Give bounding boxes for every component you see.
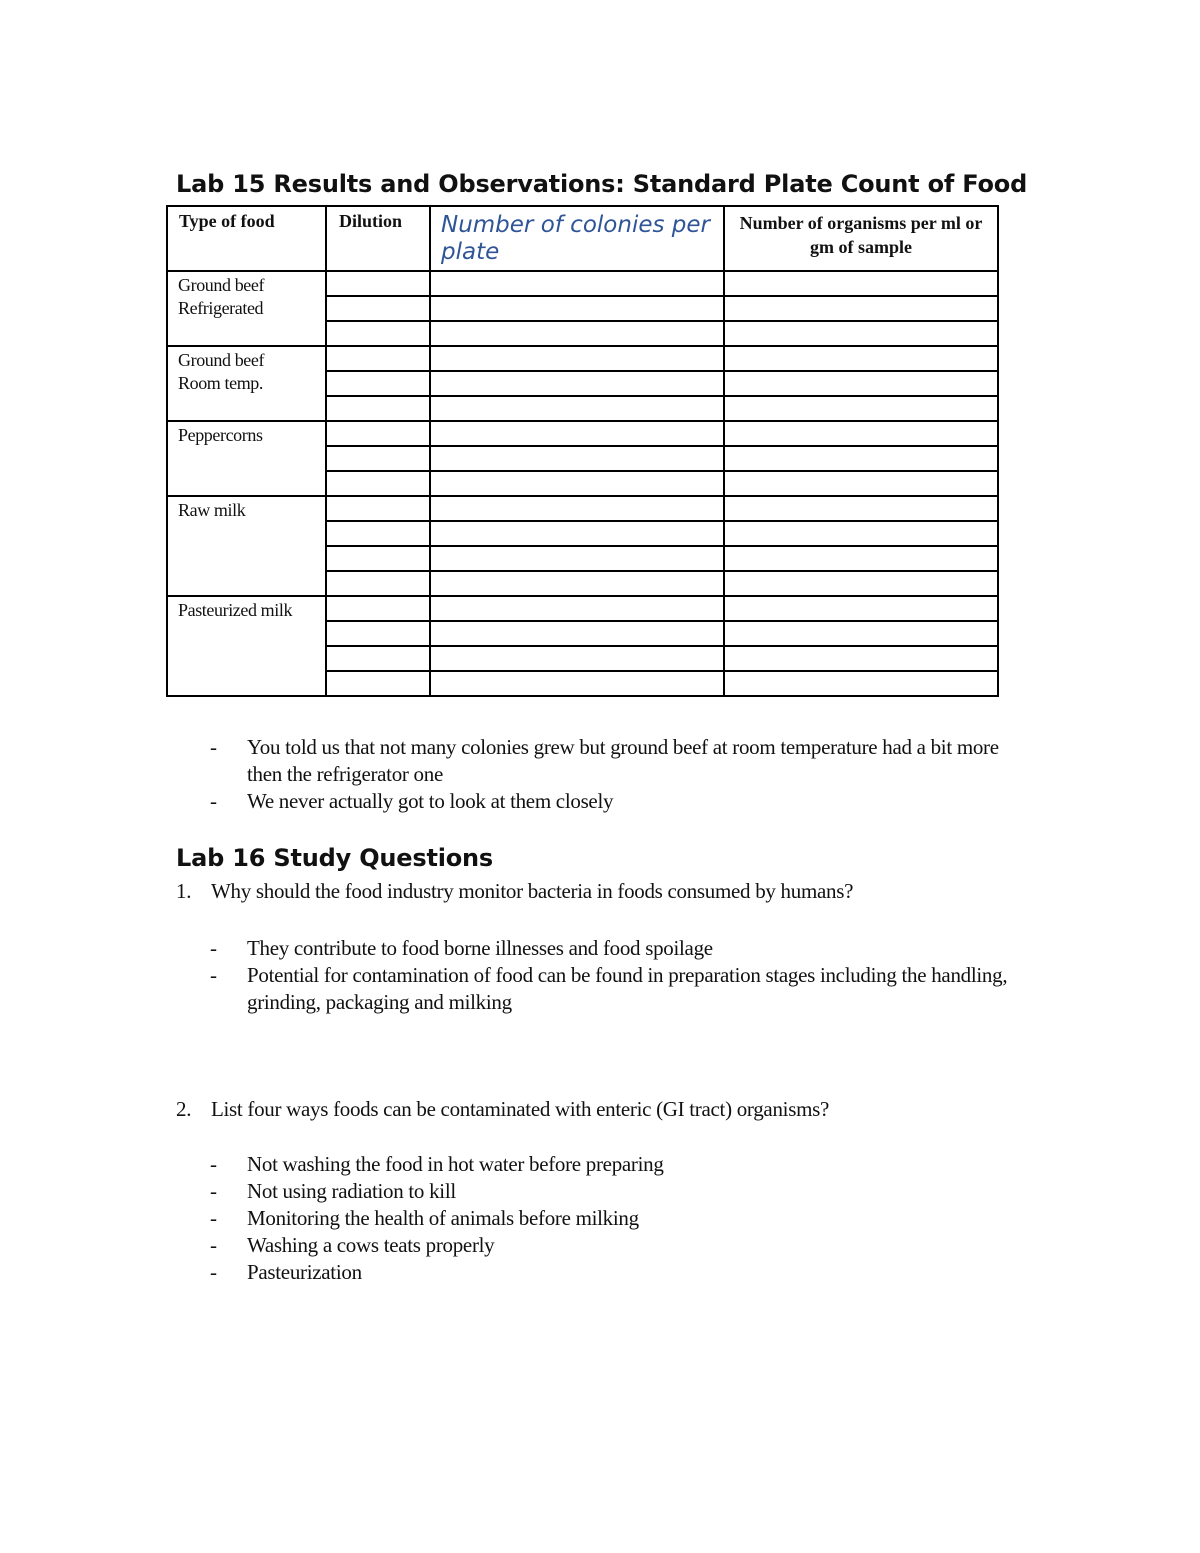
colonies-cell[interactable] [430,471,724,496]
colonies-cell[interactable] [430,596,724,621]
organisms-cell[interactable] [724,446,998,471]
organisms-cell[interactable] [724,321,998,346]
dilution-cell[interactable] [326,671,430,696]
organisms-cell[interactable] [724,496,998,521]
dash-bullet: - [210,789,217,813]
answer-item [210,935,1030,962]
dilution-cell[interactable] [326,296,430,321]
question-1 [176,879,853,904]
dilution-cell[interactable] [326,446,430,471]
answer-text: Not using radiation to kill [247,1179,456,1203]
dilution-cell[interactable] [326,271,430,296]
answer-text: Potential for contamination of food can be found in preparation stages including the handling, grinding, packaging and milking [247,963,1008,1014]
dash-bullet: - [210,963,217,987]
organisms-cell[interactable] [724,521,998,546]
header-dilution: Dilution [326,206,430,271]
dilution-cell[interactable] [326,546,430,571]
answer-item [210,962,1030,1016]
food-name: Pasteurized milk [178,600,293,620]
food-type-cell [167,496,326,596]
answer-text: Not washing the food in hot water before preparing [247,1152,664,1176]
question-text: Why should the food industry monitor bacteria in foods consumed by humans? [211,879,854,903]
note-item [210,788,1030,815]
question-text: List four ways foods can be contaminated with enteric (GI tract) organisms? [211,1097,829,1121]
colonies-cell[interactable] [430,346,724,371]
note-text: We never actually got to look at them closely [247,789,614,813]
food-name: Ground beef [178,275,265,295]
colonies-cell[interactable] [430,396,724,421]
dilution-cell[interactable] [326,571,430,596]
food-name: Raw milk [178,500,246,520]
organisms-cell[interactable] [724,421,998,446]
dilution-cell[interactable] [326,521,430,546]
plate-count-table [166,205,999,697]
table-row [167,596,998,621]
colonies-cell[interactable] [430,271,724,296]
colonies-cell[interactable] [430,671,724,696]
answer-text: Pasteurization [247,1260,362,1284]
question-number: 1. [176,879,192,903]
dash-bullet: - [210,1152,217,1176]
organisms-cell[interactable] [724,271,998,296]
answer-item [210,1259,1030,1286]
answer-item [210,1232,1030,1259]
dilution-cell[interactable] [326,646,430,671]
organisms-cell[interactable] [724,646,998,671]
question-2-answers [210,1151,1030,1286]
table-row [167,271,998,296]
organisms-cell[interactable] [724,571,998,596]
colonies-cell[interactable] [430,446,724,471]
header-colonies-per-plate: Number of colonies per plate [430,206,724,271]
dash-bullet: - [210,1179,217,1203]
lab15-notes [210,734,1030,815]
organisms-cell[interactable] [724,596,998,621]
food-name: Ground beef [178,350,265,370]
question-1-answers [210,935,1030,1016]
dilution-cell[interactable] [326,346,430,371]
colonies-cell[interactable] [430,421,724,446]
colonies-cell[interactable] [430,621,724,646]
dilution-cell[interactable] [326,371,430,396]
dilution-cell[interactable] [326,321,430,346]
organisms-cell[interactable] [724,671,998,696]
dilution-cell[interactable] [326,421,430,446]
answer-item [210,1205,1030,1232]
note-text: You told us that not many colonies grew but ground beef at room temperature had a bit more then the refrigerator one [247,735,999,786]
dilution-cell[interactable] [326,471,430,496]
food-condition: Refrigerated [178,298,264,318]
answer-text: They contribute to food borne illnesses and food spoilage [247,936,713,960]
organisms-cell[interactable] [724,296,998,321]
colonies-cell[interactable] [430,321,724,346]
colonies-cell[interactable] [430,521,724,546]
table-row [167,421,998,446]
dash-bullet: - [210,1233,217,1257]
question-number: 2. [176,1097,192,1121]
food-type-cell [167,346,326,421]
food-type-cell [167,596,326,696]
table-row [167,496,998,521]
food-condition: Room temp. [178,373,263,393]
lab16-title: Lab 16 Study Questions [176,844,494,872]
header-organisms-per-sample: Number of organisms per ml or gm of sample [724,206,998,271]
dash-bullet: - [210,1260,217,1284]
organisms-cell[interactable] [724,371,998,396]
table-body [167,271,998,696]
colonies-cell[interactable] [430,296,724,321]
dilution-cell[interactable] [326,396,430,421]
colonies-cell[interactable] [430,371,724,396]
food-type-cell [167,271,326,346]
food-name: Peppercorns [178,425,263,445]
answer-text: Washing a cows teats properly [247,1233,495,1257]
colonies-cell[interactable] [430,646,724,671]
dash-bullet: - [210,936,217,960]
lab15-title: Lab 15 Results and Observations: Standard Plate Count of Food [176,170,1028,198]
organisms-cell[interactable] [724,346,998,371]
food-type-cell [167,421,326,496]
dash-bullet: - [210,1206,217,1230]
dilution-cell[interactable] [326,621,430,646]
organisms-cell[interactable] [724,621,998,646]
answer-item [210,1178,1030,1205]
answer-item [210,1151,1030,1178]
colonies-cell[interactable] [430,571,724,596]
question-2 [176,1097,829,1122]
answer-text: Monitoring the health of animals before milking [247,1206,639,1230]
organisms-cell[interactable] [724,396,998,421]
colonies-cell[interactable] [430,546,724,571]
dilution-cell[interactable] [326,596,430,621]
colonies-cell[interactable] [430,496,724,521]
dilution-cell[interactable] [326,496,430,521]
table-header-row [167,206,998,271]
dash-bullet: - [210,735,217,759]
header-type-of-food: Type of food [167,206,326,271]
note-item [210,734,1030,788]
table-row [167,346,998,371]
organisms-cell[interactable] [724,471,998,496]
organisms-cell[interactable] [724,546,998,571]
